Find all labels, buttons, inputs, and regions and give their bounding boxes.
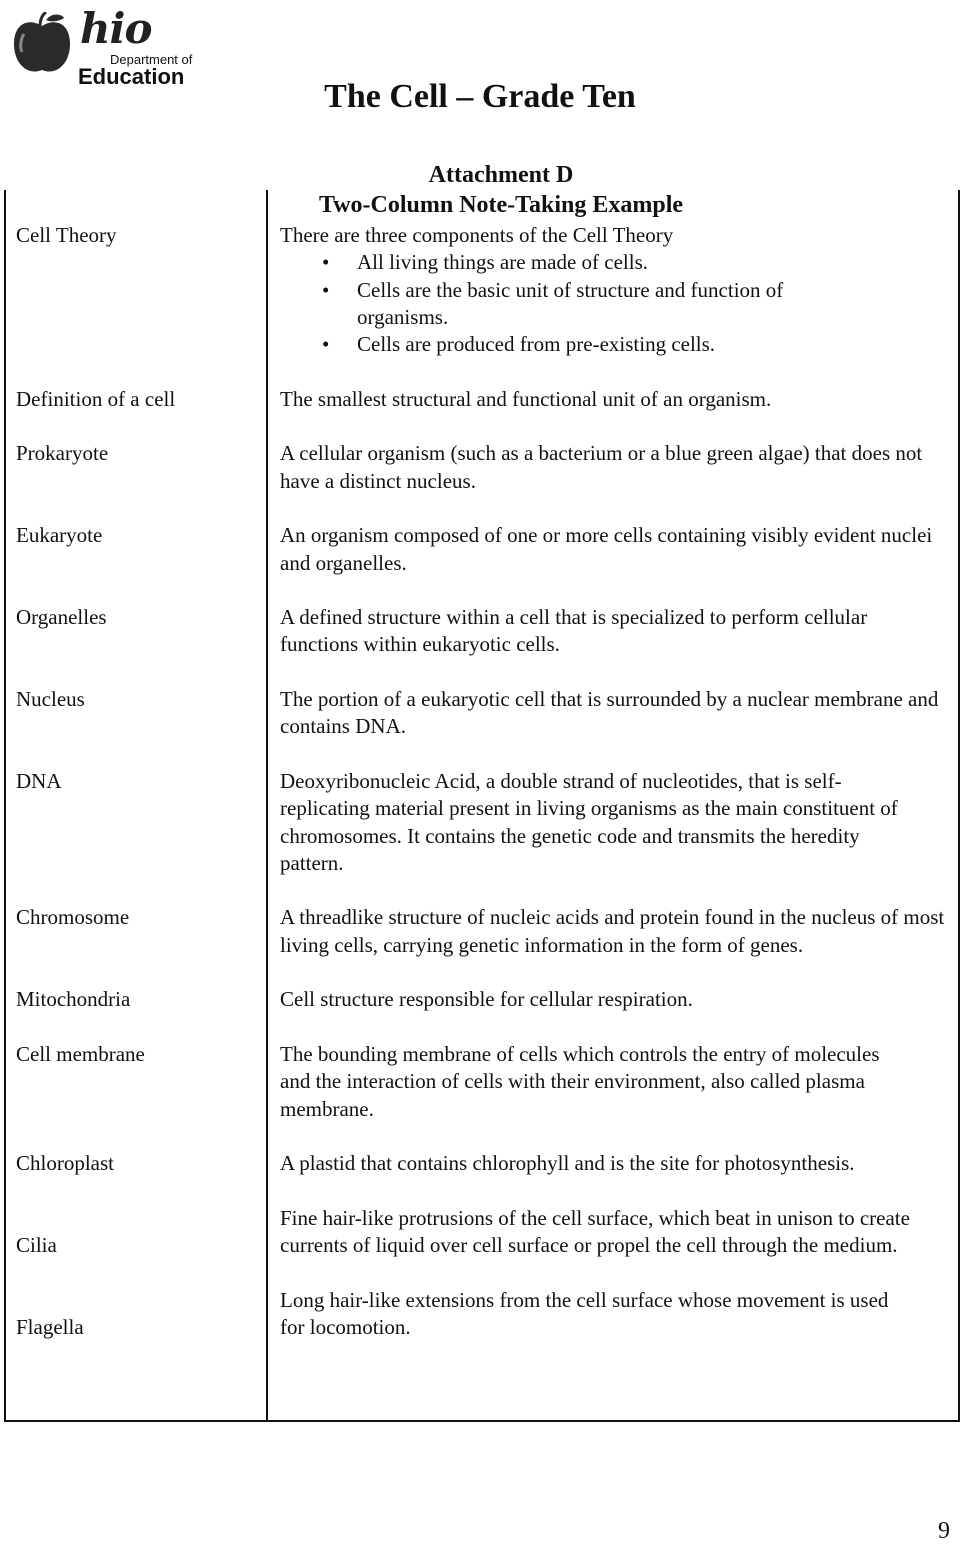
definition-cell: An organism composed of one or more cells containing visibly evident nuclei and organelles.: [280, 523, 933, 575]
definition-cell: A defined structure within a cell that is specialized to perform cellular functions within eukaryotic cells.: [280, 605, 868, 657]
definition-cell: The portion of a eukaryotic cell that is surrounded by a nuclear membrane and contains DNA.: [280, 687, 939, 739]
table-row: [4, 1150, 960, 1177]
term-cell: [4, 1205, 266, 1260]
definition-cell: The bounding membrane of cells which controls the entry of molecules and the interaction of cells with their environment, also called plasma membrane.: [280, 1041, 880, 1121]
page-title: The Cell – Grade Ten: [324, 78, 636, 115]
page-number: 9: [938, 1518, 950, 1544]
table-row: [4, 1041, 960, 1123]
attachment-label: Attachment D: [428, 162, 574, 188]
table-row: [4, 768, 960, 877]
term-cell: Chromosome: [16, 905, 130, 930]
table-row: [4, 522, 960, 577]
logo-script: hio: [80, 4, 152, 53]
definition-cell: A cellular organism (such as a bacterium or a blue green algae) that does not have a distinct nucleus.: [280, 441, 923, 493]
term-cell: Cell membrane: [16, 1041, 145, 1066]
table-row: [4, 904, 960, 959]
table-row: [4, 604, 960, 659]
term-cell: Chloroplast: [16, 1151, 114, 1176]
term-cell: Definition of a cell: [16, 386, 176, 411]
definition-cell: Cell structure responsible for cellular respiration.: [280, 987, 693, 1012]
table-row: [4, 440, 960, 495]
table-row: [4, 222, 960, 358]
term-text: Flagella: [16, 1314, 84, 1339]
list-item: • All living things are made of cells.: [357, 249, 946, 276]
list-item: • Cells are the basic unit of structure and function of organisms.: [357, 277, 847, 332]
logo-department-text: Department of: [110, 52, 193, 67]
definition-cell: A threadlike structure of nucleic acids and protein found in the nucleus of most living cells, carrying genetic information in the form of genes.: [280, 905, 945, 957]
term-text: Cilia: [16, 1232, 57, 1257]
term-cell: Cell Theory: [16, 223, 117, 247]
term-cell: Nucleus: [16, 687, 85, 712]
attachment-subtitle: Two-Column Note-Taking Example: [318, 192, 684, 218]
definition-cell: [266, 222, 946, 358]
table-row: [4, 686, 960, 741]
notes-table: [4, 222, 960, 1341]
term-cell: Prokaryote: [16, 441, 109, 466]
definition-text: There are three components of the Cell Theory: [280, 223, 674, 247]
term-cell: Organelles: [16, 605, 107, 630]
definition-cell: A plastid that contains chlorophyll and is the site for photosynthesis.: [280, 1151, 855, 1176]
definition-cell: Deoxyribonucleic Acid, a double strand of nucleotides, that is self-replicating material present in living organisms as the main constituent of chromosomes. It contains the genetic code and transmits the heredity pattern.: [280, 768, 898, 875]
term-cell: DNA: [16, 768, 62, 793]
list-item: • Cells are produced from pre-existing cells.: [357, 331, 946, 358]
term-cell: Mitochondria: [16, 987, 131, 1012]
table-row: [4, 1205, 960, 1260]
table-row: [4, 986, 960, 1013]
table-row: [4, 1287, 960, 1342]
table-row: [4, 386, 960, 413]
definition-cell: The smallest structural and functional unit of an organism.: [280, 386, 772, 411]
definition-cell: Fine hair-like protrusions of the cell surface, which beat in unison to create currents of liquid over cell surface or propel the cell through the medium.: [280, 1205, 910, 1257]
bullet-list: [280, 249, 946, 358]
logo-education-text: Education: [78, 64, 185, 89]
definition-cell: Long hair-like extensions from the cell surface whose movement is used for locomotion.: [280, 1287, 889, 1339]
apple-icon: [10, 12, 74, 78]
term-cell: Eukaryote: [16, 523, 103, 548]
ohio-education-logo: [10, 4, 200, 89]
term-cell: [4, 1287, 266, 1342]
